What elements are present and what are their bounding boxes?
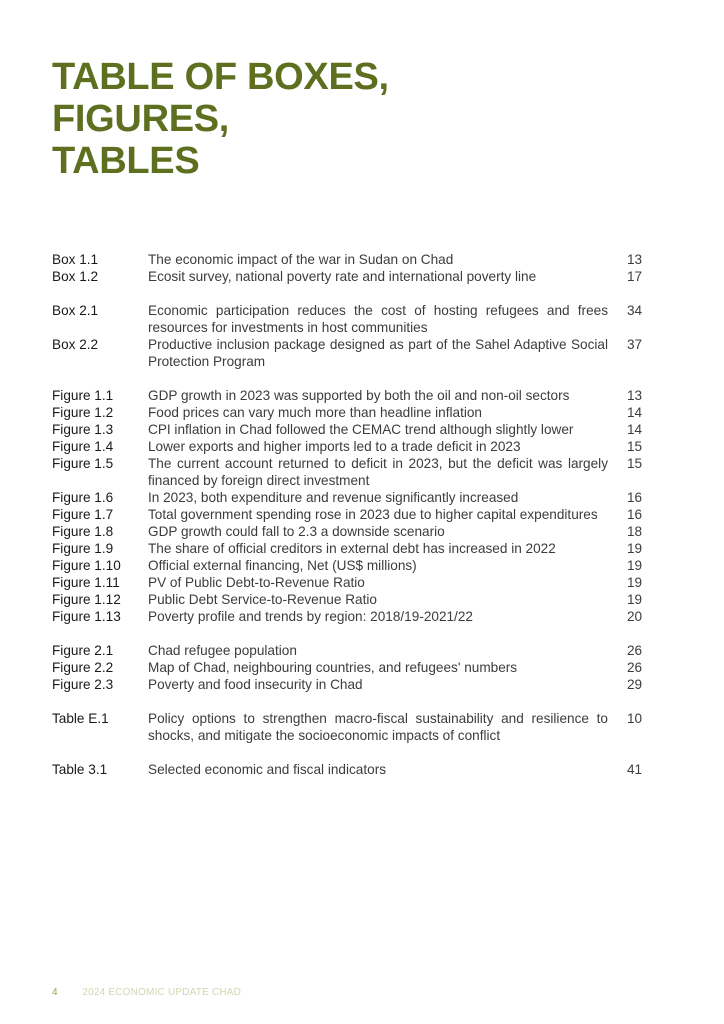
toc-entry-page-number: 15: [627, 456, 643, 471]
toc-group: [52, 302, 652, 370]
toc-entry-title: Policy options to strengthen macro-fiscal sustainability and resilience to shocks, and mitigate the socioeconomic impacts of conflict: [148, 711, 608, 743]
page-footer: [52, 986, 241, 1000]
toc-entry-label: Figure 2.2: [52, 660, 114, 675]
toc-entry[interactable]: [52, 676, 652, 693]
toc-entry-page-number: 18: [627, 524, 643, 539]
toc-entry-label: Figure 1.9: [52, 541, 114, 556]
toc-entry-page-number: 17: [627, 269, 643, 284]
toc-entry[interactable]: [52, 438, 652, 455]
toc-group: [52, 761, 652, 778]
toc-entry[interactable]: [52, 251, 652, 268]
toc-entry[interactable]: [52, 591, 652, 608]
toc-entry-page-number: 14: [627, 405, 643, 420]
toc-entry[interactable]: [52, 506, 652, 523]
toc-entry-label: Figure 1.2: [52, 405, 114, 420]
toc-entry-page-number: 19: [627, 558, 643, 573]
toc-entry-title: Economic participation reduces the cost of hosting refugees and frees resources for investments in host communities: [148, 303, 608, 335]
toc-entry-label: Figure 1.13: [52, 609, 121, 624]
toc-entry-title: PV of Public Debt-to-Revenue Ratio: [148, 575, 365, 590]
toc-entry-label: Figure 2.3: [52, 677, 114, 692]
toc-entry-label: Table E.1: [52, 711, 109, 726]
toc-group: [52, 387, 652, 625]
toc-entry-page-number: 41: [627, 762, 643, 777]
toc-entry[interactable]: [52, 540, 652, 557]
toc-entry-title: Map of Chad, neighbouring countries, and refugees' numbers: [148, 660, 518, 675]
page-title-line-2: FIGURES,: [52, 98, 230, 140]
toc-entry-title: Ecosit survey, national poverty rate and international poverty line: [148, 269, 537, 284]
toc-entry[interactable]: [52, 404, 652, 421]
page-title: [52, 56, 389, 182]
toc-entry-page-number: 16: [627, 490, 643, 505]
toc-entry-label: Figure 1.12: [52, 592, 121, 607]
toc-entry-label: Box 1.2: [52, 269, 99, 284]
toc-entry-page-number: 29: [627, 677, 643, 692]
toc-entry-page-number: 20: [627, 609, 643, 624]
toc-entry-title: Chad refugee population: [148, 643, 297, 658]
footer-document-title: 2024 ECONOMIC UPDATE CHAD: [82, 987, 242, 998]
toc-entry[interactable]: [52, 761, 652, 778]
toc-entry-page-number: 26: [627, 660, 643, 675]
toc-entry-page-number: 10: [627, 711, 643, 726]
toc-entry-label: Figure 1.11: [52, 575, 120, 590]
toc-entry-label: Figure 1.1: [52, 388, 114, 403]
toc-entry-label: Figure 2.1: [52, 643, 114, 658]
page-title-line-3: TABLES: [52, 140, 200, 182]
toc-entry-page-number: 13: [627, 388, 643, 403]
toc-entry[interactable]: [52, 421, 652, 438]
toc-entry-label: Figure 1.5: [52, 456, 114, 471]
toc-entry-page-number: 37: [627, 337, 643, 352]
toc-entry-page-number: 26: [627, 643, 643, 658]
toc-entry-label: Figure 1.8: [52, 524, 114, 539]
footer-page-number: 4: [52, 987, 58, 998]
toc-entry-label: Figure 1.4: [52, 439, 114, 454]
toc-entry[interactable]: [52, 387, 652, 404]
toc-entry-label: Box 2.1: [52, 303, 99, 318]
toc-entry[interactable]: [52, 302, 652, 336]
toc-entry[interactable]: [52, 710, 652, 744]
table-of-contents: [52, 251, 652, 795]
toc-entry-title: Poverty profile and trends by region: 2018/19-2021/22: [148, 609, 473, 624]
toc-entry-page-number: 19: [627, 592, 643, 607]
toc-group: [52, 710, 652, 744]
toc-entry-title: CPI inflation in Chad followed the CEMAC trend although slightly lower: [148, 422, 574, 437]
toc-entry[interactable]: [52, 557, 652, 574]
toc-entry-label: Box 1.1: [52, 252, 99, 267]
toc-entry[interactable]: [52, 574, 652, 591]
toc-entry-page-number: 34: [627, 303, 643, 318]
toc-entry-title: The current account returned to deficit in 2023, but the deficit was largely financed by foreign direct investment: [148, 456, 608, 488]
page-title-line-1: TABLE OF BOXES,: [52, 56, 389, 98]
toc-entry-title: The economic impact of the war in Sudan on Chad: [148, 252, 454, 267]
toc-entry[interactable]: [52, 455, 652, 489]
toc-entry-title: Productive inclusion package designed as part of the Sahel Adaptive Social Protection Program: [148, 337, 608, 369]
toc-entry-title: GDP growth could fall to 2.3 a downside scenario: [148, 524, 445, 539]
toc-entry-title: Lower exports and higher imports led to a trade deficit in 2023: [148, 439, 521, 454]
toc-entry-label: Table 3.1: [52, 762, 108, 777]
toc-entry[interactable]: [52, 642, 652, 659]
toc-entry-page-number: 14: [627, 422, 643, 437]
toc-entry-title: In 2023, both expenditure and revenue significantly increased: [148, 490, 519, 505]
toc-entry-label: Figure 1.3: [52, 422, 114, 437]
toc-entry-title: Official external financing, Net (US$ millions): [148, 558, 417, 573]
toc-entry-title: The share of official creditors in external debt has increased in 2022: [148, 541, 556, 556]
toc-entry-title: Public Debt Service-to-Revenue Ratio: [148, 592, 377, 607]
toc-entry-page-number: 19: [627, 541, 643, 556]
toc-entry-title: Poverty and food insecurity in Chad: [148, 677, 363, 692]
toc-entry-page-number: 15: [627, 439, 643, 454]
toc-group: [52, 251, 652, 285]
toc-entry[interactable]: [52, 659, 652, 676]
toc-entry[interactable]: [52, 268, 652, 285]
toc-entry-label: Figure 1.7: [52, 507, 114, 522]
toc-entry-label: Box 2.2: [52, 337, 99, 352]
toc-entry[interactable]: [52, 608, 652, 625]
toc-entry-page-number: 16: [627, 507, 643, 522]
toc-entry-title: Selected economic and fiscal indicators: [148, 762, 387, 777]
toc-entry[interactable]: [52, 489, 652, 506]
toc-entry-page-number: 19: [627, 575, 643, 590]
toc-entry-label: Figure 1.6: [52, 490, 114, 505]
toc-entry[interactable]: [52, 523, 652, 540]
toc-group: [52, 642, 652, 693]
toc-entry-title: GDP growth in 2023 was supported by both the oil and non-oil sectors: [148, 388, 570, 403]
toc-entry-title: Total government spending rose in 2023 due to higher capital expenditures: [148, 507, 598, 522]
toc-entry-title: Food prices can vary much more than headline inflation: [148, 405, 482, 420]
toc-entry-label: Figure 1.10: [52, 558, 121, 573]
toc-entry[interactable]: [52, 336, 652, 370]
toc-entry-page-number: 13: [627, 252, 643, 267]
